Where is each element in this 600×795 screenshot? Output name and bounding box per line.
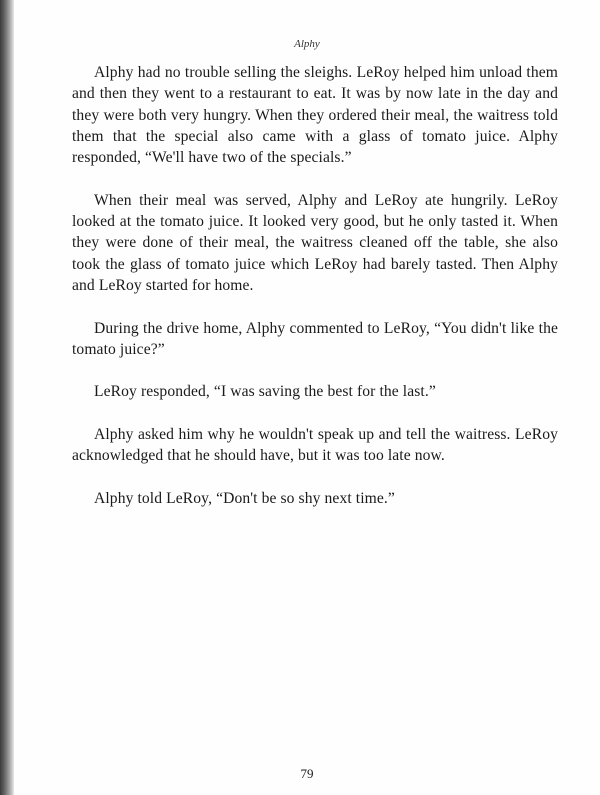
running-head: Alphy: [294, 38, 320, 50]
book-binding-shadow: [0, 0, 14, 795]
book-page: [14, 0, 600, 795]
paragraph-1: Alphy had no trouble selling the sleighs. LeRoy helped him unload them and then they went to a restaurant to eat. It was by now late in the day and they were both very hungry. When they ordered their meal, the waitress told them that the special also came with a glass of tomato juice. Alphy responded, “We'll have two of the specials.”: [72, 64, 558, 167]
paragraph-6: Alphy told LeRoy, “Don't be so shy next time.”: [94, 489, 395, 507]
paragraph-3: During the drive home, Alphy commented to LeRoy, “You didn't like the tomato juice?”: [72, 319, 558, 358]
story-text: [72, 62, 558, 531]
paragraph-2: When their meal was served, Alphy and LeRoy ate hungrily. LeRoy looked at the tomato juice. It looked very good, but he only tasted it. When they were done of their meal, the waitress cleaned off the table, she also took the glass of tomato juice which LeRoy had barely tasted. Then Alphy and LeRoy started for home.: [72, 191, 558, 294]
paragraph-5: Alphy asked him why he wouldn't speak up and tell the waitress. LeRoy acknowledged that he should have, but it was too late now.: [72, 426, 558, 465]
paragraph-4: LeRoy responded, “I was saving the best for the last.”: [94, 383, 436, 401]
page-number: 79: [300, 766, 314, 781]
